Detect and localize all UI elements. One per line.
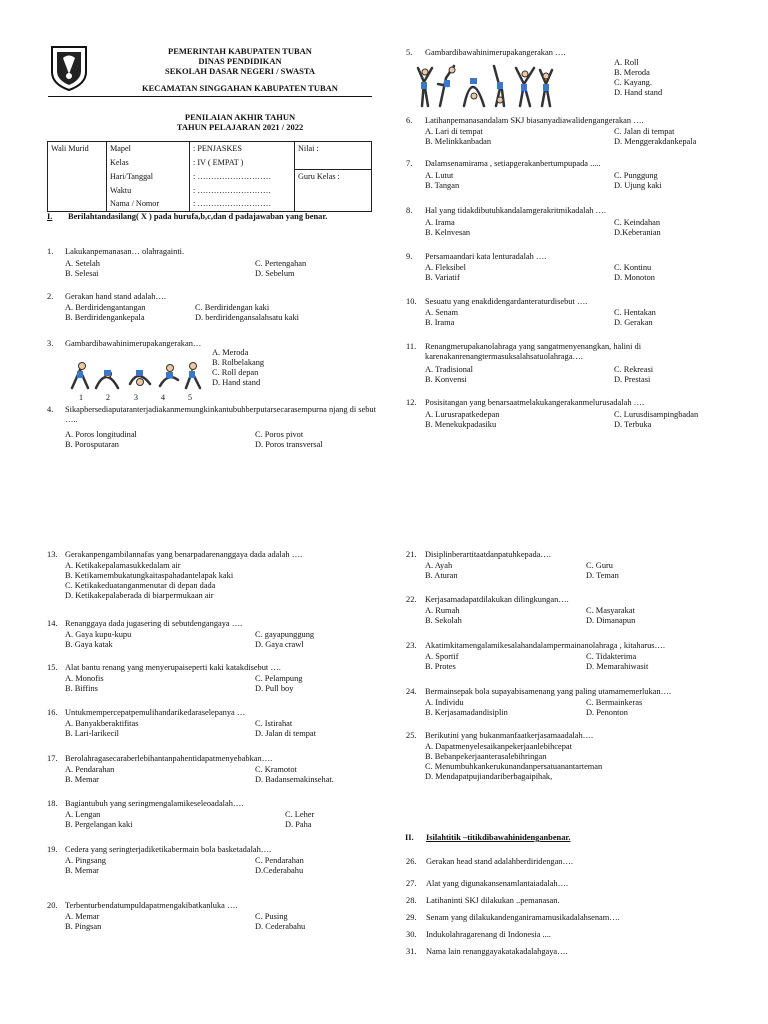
- question-text: Gerakanpengambilannafas yang benarpadarenanggaya dada adalah ….: [65, 550, 303, 559]
- question-text: Sikapbersediaputaranterjadiakanmemungkinkantubuhberputarsecarasempurna njang di sebut …..: [65, 405, 376, 425]
- answer-option[interactable]: A. Tradisional: [425, 365, 473, 374]
- kelas-value: : IV ( EMPAT ): [190, 156, 295, 170]
- header-line-2: DINAS PENDIDIKAN: [198, 56, 282, 66]
- answer-option[interactable]: D. Teman: [586, 571, 619, 580]
- nama-label: Nama / Nomor: [107, 197, 190, 211]
- answer-option[interactable]: D. Menggerakdankepala: [614, 137, 697, 146]
- answer-option[interactable]: A. Poros longitudinal: [65, 430, 137, 439]
- essay-number: 30.: [406, 930, 417, 939]
- answer-option[interactable]: D. Cederabahu: [255, 922, 306, 931]
- answer-option[interactable]: D. Hand stand: [212, 378, 261, 387]
- question-number: 25.: [406, 731, 417, 740]
- question-number: 7.: [406, 159, 413, 168]
- question-number: 9.: [406, 252, 413, 261]
- answer-option[interactable]: C. Kramotot: [255, 765, 297, 774]
- question-number: 14.: [47, 619, 58, 628]
- answer-option[interactable]: B. Menekukpadasiku: [425, 420, 497, 429]
- answer-option[interactable]: D. Jalan di tempat: [255, 729, 316, 738]
- answer-option[interactable]: B. Selesai: [65, 269, 99, 278]
- answer-option[interactable]: C. Menumbuhkankerukunandanpersatuanantarteman: [425, 762, 603, 771]
- question-text: Berikutini yang bukanmanfaatkerjasamaadalah….: [425, 731, 594, 740]
- question-text: Gambardibawahinimerupakangerakan ….: [425, 48, 566, 57]
- answer-option[interactable]: C. Keindahan: [614, 218, 661, 227]
- answer-option[interactable]: B. Variatif: [425, 273, 460, 282]
- figure-number: 1: [79, 393, 83, 402]
- answer-option[interactable]: A. Setelah: [65, 259, 100, 268]
- answer-option[interactable]: A. Lengan: [65, 810, 101, 819]
- question-text: Sesuatu yang enakdidengardanteraturdisebut ….: [425, 297, 588, 306]
- identity-table: [47, 141, 372, 212]
- answer-option[interactable]: D. Badansemakinsehat.: [255, 775, 334, 784]
- answer-option[interactable]: A. Lari di tempat: [425, 127, 483, 136]
- question-text: Hal yang tidakdibutuhkandalamgerakritmikadalah ….: [425, 206, 606, 215]
- answer-option[interactable]: A. Pingsang: [65, 856, 106, 865]
- wali-murid-cell: Wali Murid: [48, 142, 107, 212]
- answer-option[interactable]: A. Gaya kupu-kupu: [65, 630, 132, 639]
- question-number: 10.: [406, 297, 417, 306]
- answer-option[interactable]: C. Pertengahan: [255, 259, 307, 268]
- answer-option[interactable]: B. Protes: [425, 662, 456, 671]
- answer-option[interactable]: C. Bermainkeras: [586, 698, 643, 707]
- question-text: Bagiantubuh yang seringmengalamikeseleoadalah….: [65, 799, 244, 808]
- question-number: 12.: [406, 398, 417, 407]
- regency-logo: [48, 44, 90, 92]
- answer-option[interactable]: A. Meroda: [212, 348, 249, 357]
- essay-number: 27.: [406, 879, 417, 888]
- answer-option[interactable]: C. Masyarakat: [586, 606, 635, 615]
- essay-number: 31.: [406, 947, 417, 956]
- answer-option[interactable]: D. Paha: [285, 820, 312, 829]
- question-number: 3.: [47, 339, 54, 348]
- question-text: Persamaandari kata lenturadalah ….: [425, 252, 547, 261]
- answer-option[interactable]: D. Gerakan: [614, 318, 653, 327]
- question-number: 1.: [47, 247, 54, 256]
- answer-option[interactable]: D. Hand stand: [614, 88, 663, 97]
- answer-option[interactable]: D. Terbuka: [614, 420, 652, 429]
- question-text: Gambardibawahinimerupakangerakan…: [65, 339, 202, 348]
- question-number: 8.: [406, 206, 413, 215]
- nama-value: : ………………………: [190, 197, 295, 211]
- answer-option[interactable]: A. Senam: [425, 308, 459, 317]
- question-number: 13.: [47, 550, 58, 559]
- answer-option[interactable]: D. Sebelum: [255, 269, 295, 278]
- mapel-label: Mapel: [107, 142, 190, 156]
- exam-title: PENILAIAN AKHIR TAHUN: [184, 112, 296, 122]
- answer-option[interactable]: B. Irama: [425, 318, 455, 327]
- question-text: Berolahragasecaraberlebihantanpahentidapatmenyebabkan….: [65, 754, 273, 763]
- question-number: 17.: [47, 754, 58, 763]
- question-number: 4.: [47, 405, 54, 414]
- answer-option[interactable]: B. Porosputaran: [65, 440, 119, 449]
- exam-year: TAHUN PELAJARAN 2021 / 2022: [176, 122, 304, 132]
- essay-question[interactable]: Latihaninti SKJ dilakukan ..pemanasan.: [426, 896, 560, 905]
- question-text: Bermainsepak bola supayabisamenang yang paling utamamemerlukan….: [425, 687, 672, 696]
- answer-option[interactable]: A. Berdiridengantangan: [65, 303, 146, 312]
- answer-option[interactable]: C. Pusing: [255, 912, 288, 921]
- answer-option[interactable]: B. Aturan: [425, 571, 458, 580]
- answer-option[interactable]: D. Poros transversal: [255, 440, 323, 449]
- question-number: 5.: [406, 48, 413, 57]
- answer-option[interactable]: B. Meroda: [614, 68, 650, 77]
- question-number: 21.: [406, 550, 417, 559]
- answer-option[interactable]: B. Konvensi: [425, 375, 467, 384]
- answer-option[interactable]: A. Banyakberaktifitas: [65, 719, 139, 728]
- guru-kelas-cell: Guru Kelas :: [295, 170, 372, 212]
- question-number: 11.: [406, 342, 417, 351]
- answer-option[interactable]: A. Sportif: [425, 652, 459, 661]
- figure-number: 4: [161, 393, 165, 402]
- answer-option[interactable]: D. Gaya crawl: [255, 640, 304, 649]
- answer-option[interactable]: A. Dapatmenyelesaikanpekerjaanlebihcepat: [425, 742, 572, 751]
- answer-option[interactable]: A. Ayah: [425, 561, 453, 570]
- answer-option[interactable]: B. Ketikamembukatungkaitaspahadantelapak kaki: [65, 571, 234, 580]
- waktu-value: : ………………………: [190, 184, 295, 198]
- question-text: Terbenturbendatumpuldapatmengakibatkanluka ….: [65, 901, 238, 910]
- essay-question[interactable]: Indukolahragarenang di Indonesia ....: [426, 930, 551, 939]
- answer-option[interactable]: B. Tangan: [425, 181, 460, 190]
- answer-option[interactable]: C. Kontinu: [614, 263, 652, 272]
- answer-option[interactable]: A. Individu: [425, 698, 464, 707]
- answer-option[interactable]: A. Irama: [425, 218, 455, 227]
- answer-option[interactable]: C. Pendarahan: [255, 856, 304, 865]
- answer-option[interactable]: D. Dimanapun: [586, 616, 636, 625]
- hari-value: : ………………………: [190, 170, 295, 184]
- answer-option[interactable]: B. Rolbelakang: [212, 358, 265, 367]
- answer-option[interactable]: C. Istirahat: [255, 719, 293, 728]
- answer-option[interactable]: C. gayapunggung: [255, 630, 315, 639]
- essay-question[interactable]: Alat yang digunakansenamlantaiadalah….: [426, 879, 569, 888]
- gymnastics-figure-q3: [66, 354, 206, 392]
- answer-option[interactable]: C. Guru: [586, 561, 613, 570]
- question-text: Latihanpemanasandalam SKJ biasanyadiawalidengangerakan ….: [425, 116, 644, 125]
- answer-option[interactable]: A. Lutut: [425, 171, 454, 180]
- question-text: Akatimkitamengalamikesalahandalampermainanolahraga , kitaharus….: [425, 641, 665, 650]
- answer-option[interactable]: A. Fleksibel: [425, 263, 466, 272]
- answer-option[interactable]: B. Bebanpekerjaanterasalebihringan: [425, 752, 547, 761]
- answer-option[interactable]: D. Ujung kaki: [614, 181, 662, 190]
- question-number: 23.: [406, 641, 417, 650]
- answer-option[interactable]: D. Mendapatpujiandariberbagaipihak,: [425, 772, 553, 781]
- answer-option[interactable]: A. Pendarahan: [65, 765, 115, 774]
- answer-option[interactable]: C. Poros pivot: [255, 430, 304, 439]
- answer-option[interactable]: B. Melinkkanbadan: [425, 137, 492, 146]
- answer-option[interactable]: D. Pull boy: [255, 684, 294, 693]
- question-number: 24.: [406, 687, 417, 696]
- answer-option[interactable]: C. Punggung: [614, 171, 658, 180]
- answer-option[interactable]: D. Memarahiwasit: [586, 662, 649, 671]
- answer-option[interactable]: C. Hentakan: [614, 308, 656, 317]
- essay-question[interactable]: Gerakan head stand adalahberdiridengan….: [426, 857, 573, 866]
- answer-option[interactable]: B. Sekolah: [425, 616, 462, 625]
- answer-option[interactable]: A. Roll: [614, 58, 639, 67]
- answer-option[interactable]: B. Pergelangan kaki: [65, 820, 133, 829]
- section-2-instruction: Isilahtitik –titikdibawahinidenganbenar.: [426, 833, 571, 842]
- question-number: 15.: [47, 663, 58, 672]
- answer-option[interactable]: C. Berdiridengan kaki: [195, 303, 270, 312]
- mapel-value: : PENJASKES: [190, 142, 295, 156]
- question-number: 2.: [47, 292, 54, 301]
- answer-option[interactable]: A. Memar: [65, 912, 100, 921]
- answer-option[interactable]: C. Ketikakeduatanganmenutar di depan dada: [65, 581, 216, 590]
- question-number: 19.: [47, 845, 58, 854]
- answer-option[interactable]: A. Monofis: [65, 674, 104, 683]
- answer-option[interactable]: A. Ketikakepalamasukkedalam air: [65, 561, 181, 570]
- answer-option[interactable]: D. berdiridengansalahsatu kaki: [195, 313, 299, 322]
- essay-question[interactable]: Senam yang dilakukandenganiramamusikadalahsenam….: [426, 913, 620, 922]
- answer-option[interactable]: C. Leher: [285, 810, 315, 819]
- question-text: Lakukanpemanasan… olahragainti.: [65, 247, 185, 256]
- question-text: Untukmempercepatpemulihandarikedaraselepanya …: [65, 708, 246, 717]
- gymnastics-figure-q5: [414, 60, 554, 108]
- question-text: Disiplinberartitaatdanpatuhkepada….: [425, 550, 551, 559]
- figure-number: 2: [106, 393, 110, 402]
- header-line-4: KECAMATAN SINGGAHAN KABUPATEN TUBAN: [142, 83, 338, 93]
- answer-option[interactable]: C. Pelampung: [255, 674, 303, 683]
- answer-option[interactable]: C. Rekreasi: [614, 365, 654, 374]
- kelas-label: Kelas: [107, 156, 190, 170]
- figure-number: 5: [188, 393, 192, 402]
- answer-option[interactable]: B. Pingsan: [65, 922, 102, 931]
- question-number: 6.: [406, 116, 413, 125]
- waktu-label: Waktu: [107, 184, 190, 198]
- answer-option[interactable]: D. Penonton: [586, 708, 628, 717]
- question-number: 20.: [47, 901, 58, 910]
- figure-number: 3: [134, 393, 138, 402]
- answer-option[interactable]: D. Prestasi: [614, 375, 651, 384]
- question-text: Renanggaya dada jugasering di sebutdengangaya ….: [65, 619, 243, 628]
- header-divider: [48, 96, 372, 97]
- answer-option[interactable]: B. Kelnvesan: [425, 228, 471, 237]
- header-line-1: PEMERINTAH KABUPATEN TUBAN: [168, 46, 312, 56]
- answer-option[interactable]: B. Kerjasamadandisiplin: [425, 708, 508, 717]
- question-text: Cedera yang seringterjadiketikabermain bola basketadalah….: [65, 845, 272, 854]
- answer-option[interactable]: C. Lurusdisampingbadan: [614, 410, 699, 419]
- question-text: Gerakan hand stand adalah….: [65, 292, 166, 301]
- answer-option[interactable]: A. Rumah: [425, 606, 460, 615]
- header-line-3: SEKOLAH DASAR NEGERI / SWASTA: [164, 66, 316, 76]
- question-text: Renangmerupakanolahraga yang sangatmenyenangkan, halini di karenakanrenangtermasuksalahsatuolahraga….: [425, 342, 642, 362]
- nilai-cell: Nilai :: [295, 142, 372, 170]
- answer-option[interactable]: B. Berdiridengankepala: [65, 313, 145, 322]
- section-2-number: II.: [405, 833, 414, 842]
- answer-option[interactable]: C. Jalan di tempat: [614, 127, 675, 136]
- answer-option[interactable]: B. Memar: [65, 866, 99, 875]
- answer-option[interactable]: D.Cederabahu: [255, 866, 304, 875]
- question-text: Kerjasamadapatdilakukan dilingkungan….: [425, 595, 569, 604]
- question-text: Posisitangan yang benarsaatmelakukangerakanmelurusadalah ….: [425, 398, 645, 407]
- essay-number: 28.: [406, 896, 417, 905]
- answer-option[interactable]: B. Gaya katak: [65, 640, 113, 649]
- answer-option[interactable]: B. Biffins: [65, 684, 98, 693]
- question-number: 16.: [47, 708, 58, 717]
- answer-option[interactable]: B. Lari-larikecil: [65, 729, 119, 738]
- question-text: Alat bantu renang yang menyerupaiseperti kaki katakdisebut ….: [65, 663, 281, 672]
- answer-option[interactable]: D. Ketikakepalaberada di biarpermukaan air: [65, 591, 214, 600]
- answer-option[interactable]: D. Monoton: [614, 273, 655, 282]
- section-1-instruction: Berilahtandasilang( X ) pada hurufa,b,c,dan d padajawaban yang benar.: [68, 212, 328, 221]
- hari-label: Hari/Tanggal: [107, 170, 190, 184]
- question-text: Dalamsenamirama , setiapgerakanbertumpupada .....: [425, 159, 601, 168]
- answer-option[interactable]: C. Roll depan: [212, 368, 259, 377]
- answer-option[interactable]: B. Memar: [65, 775, 99, 784]
- answer-option[interactable]: C. Kayang.: [614, 78, 652, 87]
- question-number: 18.: [47, 799, 58, 808]
- answer-option[interactable]: A. Lurusrapatkedepan: [425, 410, 500, 419]
- essay-question[interactable]: Nama lain renanggayakatakadalahgaya….: [426, 947, 568, 956]
- question-number: 22.: [406, 595, 417, 604]
- section-1-number: I.: [47, 212, 53, 221]
- essay-number: 29.: [406, 913, 417, 922]
- answer-option[interactable]: C. Tidakterima: [586, 652, 637, 661]
- essay-number: 26.: [406, 857, 417, 866]
- answer-option[interactable]: D.Keberanian: [614, 228, 661, 237]
